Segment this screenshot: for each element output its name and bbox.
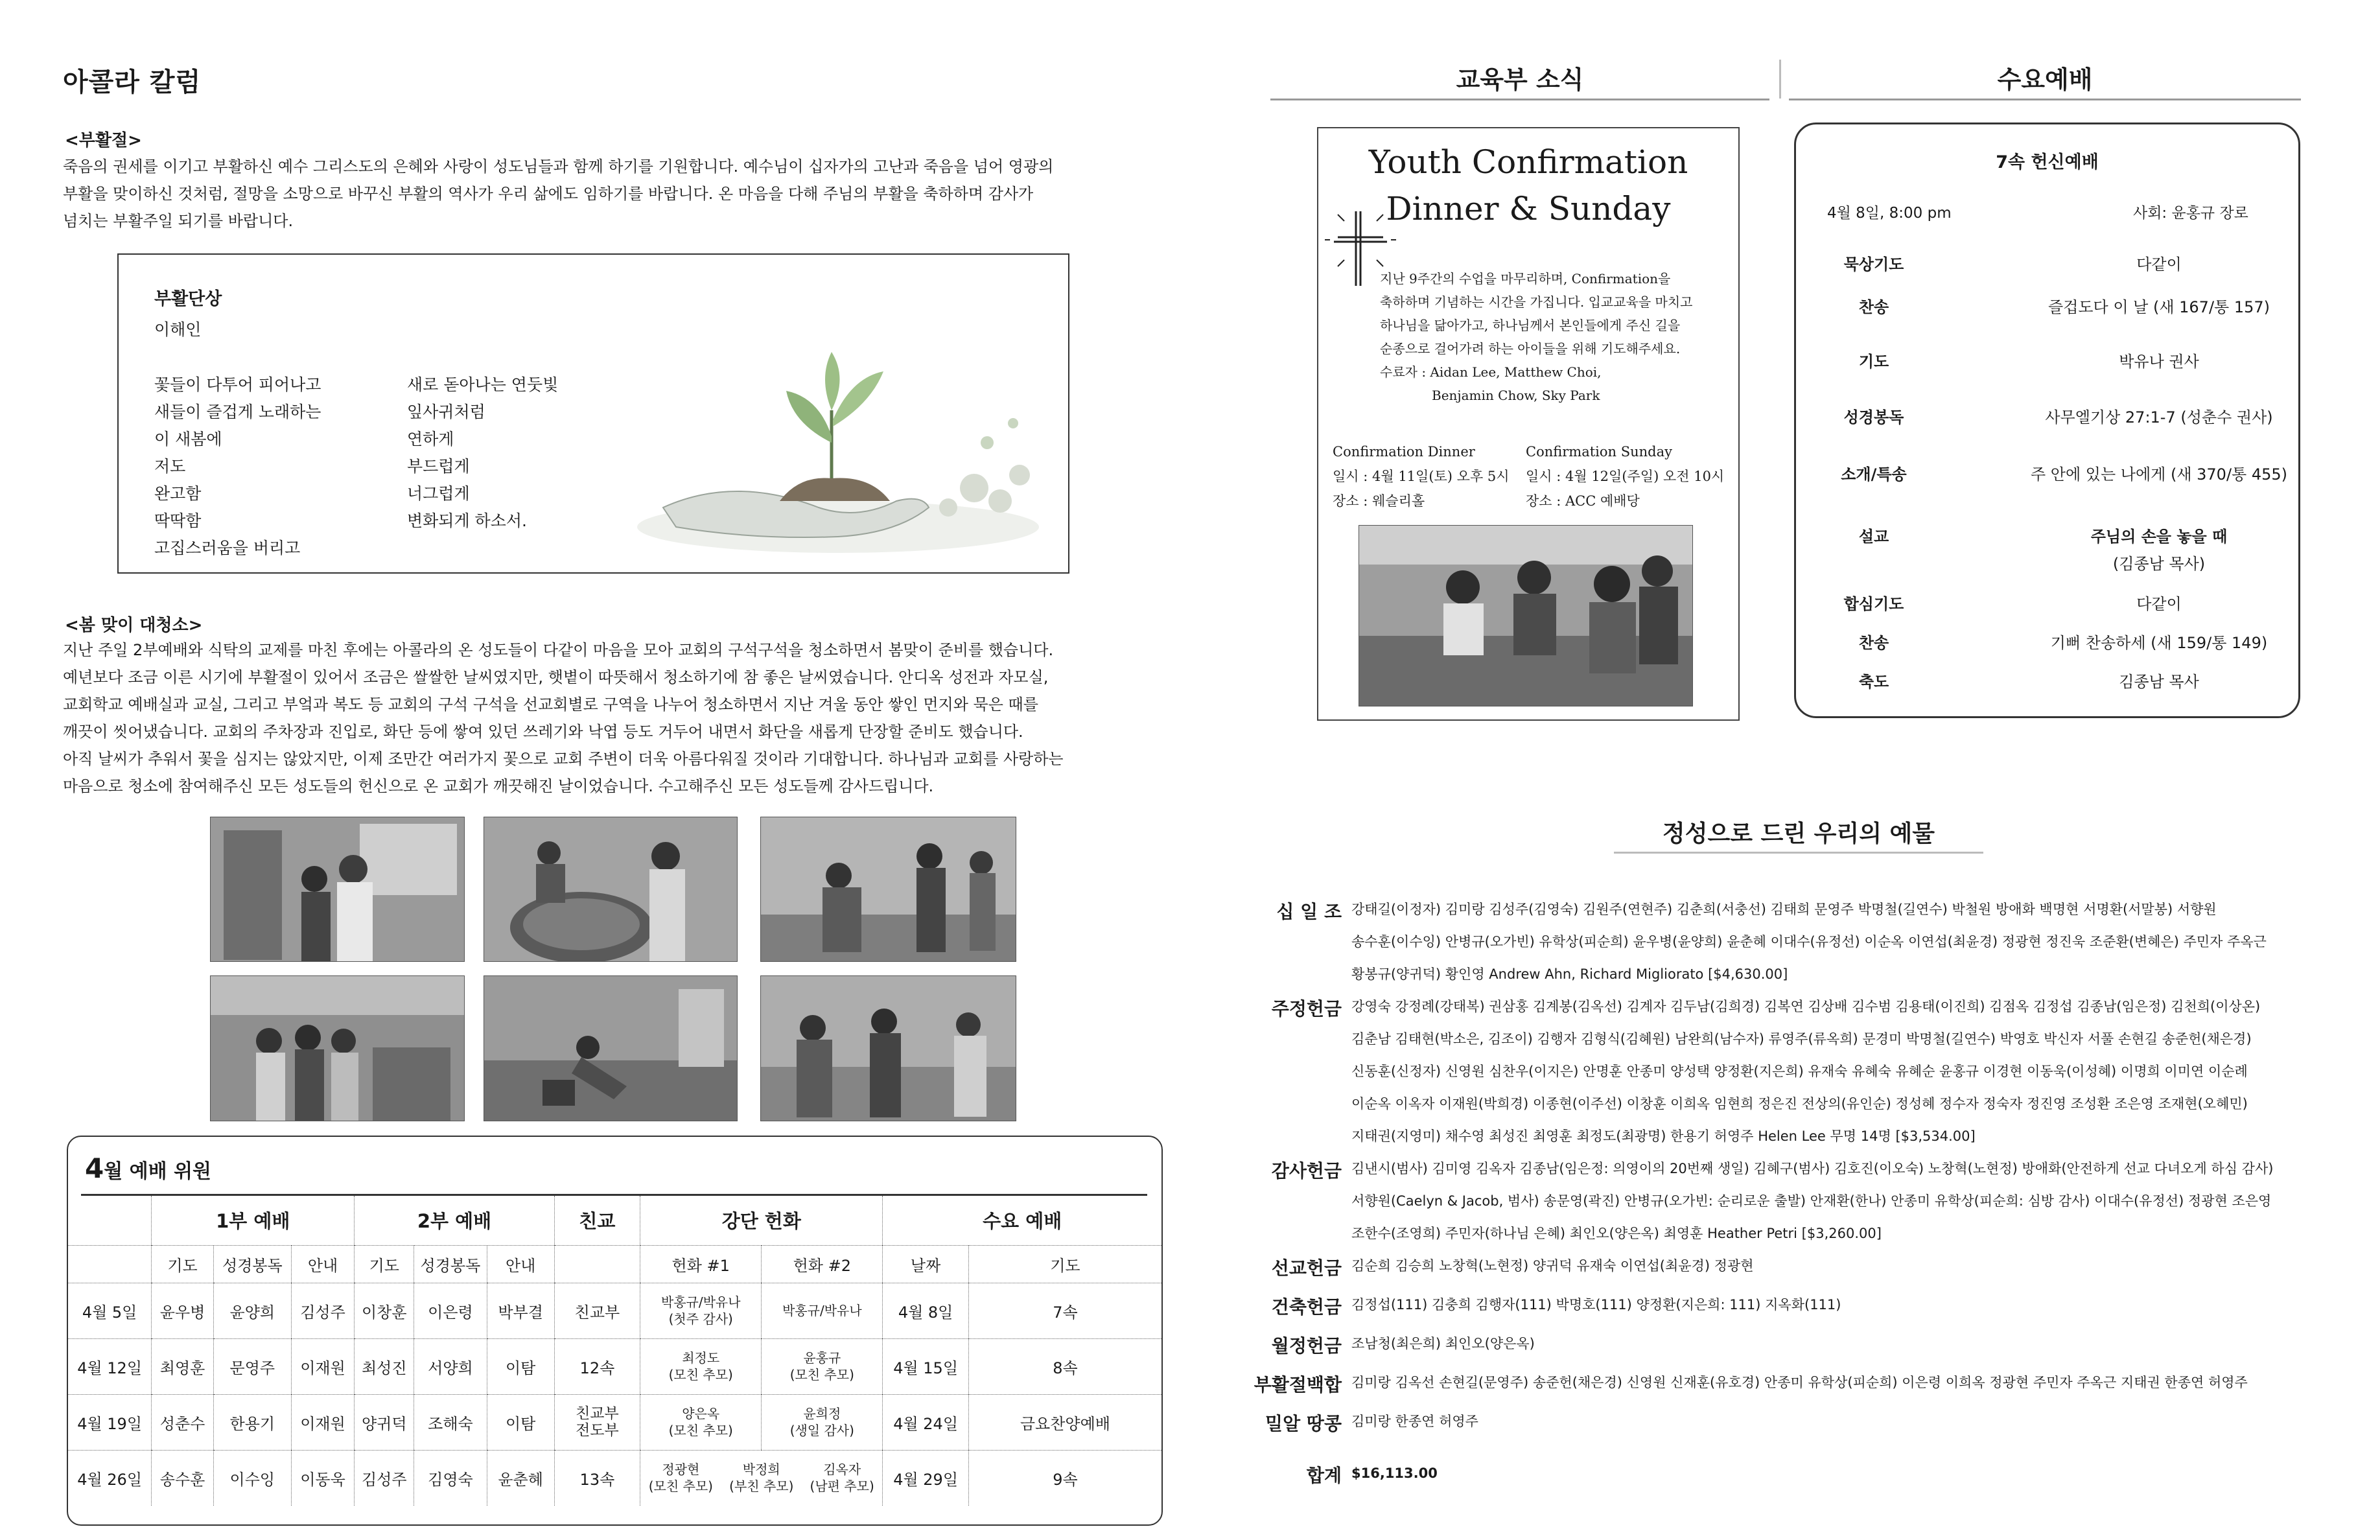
offering-category: 밀알 땅콩 — [1265, 1413, 1342, 1434]
cleaning-heading: <봄 맞이 대청소> — [65, 616, 203, 635]
offering-names: 김미랑 한종연 허영주 — [1351, 1414, 1478, 1429]
edu-title: 교육부 소식 — [1456, 65, 1584, 94]
poem-column-1: 꽃들이 다투어 피어나고 새들이 즐겁게 노래하는 이 새봄에 저도 완고함 딱딱함 고집스러움을 버리고 — [154, 375, 321, 557]
edu-title-rule — [1270, 99, 1769, 100]
offering-category: 건축헌금 — [1271, 1296, 1342, 1318]
wednesday-service-box: 7속 헌신예배 4월 8일, 8:00 pm 사회: 윤홍규 장로 묵상기도 다같이 찬송 즐겁도다 이 날 (새 167/통 157) 기도 박유나 권사 성경봉독 사무엘기상 27:1-7 (성춘수 권사) 소개/특송 주 안에 있는 나에게 (새 370/통 455) 설교 주님의 손을 놓을 때 (김종남 목사) 합심기도 다같이 찬송 기뻐 찬송하세 (새 159/통 149) 축도 김종남 목사 — [1794, 122, 2300, 718]
worship-table-grid: 1부 예배 2부 예배 친교 강단 헌화 수요 예배 기도 성경봉독 안내 기도 성경봉독 안내 헌화 #1 헌화 #2 날짜 기도 4월 5일 윤우병 윤양희 김성주 이창훈 이은령 박부결 친교부 박홍규/박유나 (첫주 감사) 박홍규/박유나 4월 8일 7속 4월 12일 최영훈 문영주 이재원 최성진 서양희 이탐 12속 최정도 (모친 추모) 윤홍규 (모친 추모) 4월 15일 8속 4월 19일 성춘수 한용기 이재원 양귀덕 조해숙 이탐 친교부 전도부 양은옥 (모친 추모) 윤희정 (생일 감사) 4월 24일 금요찬양예배 4월 26일 송수훈 이수잉 이동욱 김성주 김영숙 윤춘혜 13속 정광현 (모친 추모) 박정희 (부친 추모) 김옥자 (남편 추모) 4월 29일 9속 — [68, 1196, 1161, 1506]
offering-names: 강영숙 강정례(강태복) 권삼홍 김계봉(김옥선) 김계자 김두남(김희경) 김복연 김상배 김수범 김용태(이진희) 김점옥 김정섭 김종남(임은정) 김천희(이상온) 김춘남 김태현(박소은, 김조이) 김행자 김형식(김혜원) 남완희(남수자) 류영주(류옥희) 문경미 박명철(길연수) 박영호 박신자 서풀 손현길 송준헌(채은경) 신동훈(신정자) 신영원 심찬우(이지은) 안명훈 안종미 양성택 양정환(지은희) 유재숙 유혜숙 유혜순 윤홍규 이경현 이동욱(이성혜) 이명희 이미연 이순례 이순옥 이옥자 이재원(박희경) 이종현(이주선) 이창훈 이희옥 임현희 정은진 전상의(유인순) 정성혜 정수자 정숙자 정진영 조성환 조은영 조재현(오혜민) 지태권(지영미) 채수영 최성진 최영훈 최정도(최광명) 한용기 허영주 Helen Lee 무명 14명 [$3,534.00] — [1351, 999, 2261, 1144]
confirmation-dinner: Confirmation Dinner 일시 : 4월 11일(토) 오후 5시 장소 : 웨슬리홀 — [1333, 444, 1510, 509]
wed-host: 사회: 윤홍규 장로 — [2133, 205, 2248, 222]
youth-confirmation-box — [1317, 127, 1740, 721]
cleaning-photo-3 — [760, 817, 1016, 962]
table-row: 4월 26일 송수훈 이수잉 이동욱 김성주 김영숙 윤춘혜 13속 정광현 (모친 추모) 박정희 (부친 추모) 김옥자 (남편 추모) 4월 29일 9속 — [68, 1450, 1161, 1506]
offering-title: 정성으로 드린 우리의 예물 — [1662, 821, 1935, 847]
youth-body: 지난 9주간의 수업을 마무리하며, Confirmation을 축하하며 기념하는 시간을 가집니다. 입교교육을 마치고 하나님을 닮아가고, 하나님께서 본인들에게 주신 길을 순종으로 걸어가려 하는 아이들을 위해 기도해주세요. 수료자 : Aidan Lee, Matthew Choi, Benjamin Chow, Sky Park — [1380, 271, 1693, 403]
table-row: 4월 12일 최영훈 문영주 이재원 최성진 서양희 이탐 12속 최정도 (모친 추모) 윤홍규 (모친 추모) 4월 15일 8속 — [68, 1338, 1161, 1394]
offering-category: 주정헌금 — [1271, 998, 1342, 1020]
offering-category: 감사헌금 — [1271, 1160, 1342, 1182]
youth-photo — [1359, 525, 1693, 706]
column-title: 아콜라 칼럼 — [63, 67, 202, 97]
wed-service-title: 7속 헌신예배 — [1996, 152, 2099, 172]
wed-title-rule — [1789, 99, 2301, 100]
poem-column-2: 새로 돋아나는 연둣빛 잎사귀처럼 연하게 부드럽게 너그럽게 변화되게 하소서. — [407, 375, 559, 530]
offering-names: 김미랑 김옥선 손현길(문영주) 송준헌(채은경) 신영원 신재훈(유호경) 안종미 유학상(피순희) 이은령 이희옥 정광현 주민자 주옥근 지태권 한종연 허영주 — [1351, 1375, 2248, 1390]
offering-names: 김정섭(111) 김충희 김행자(111) 박명호(111) 양정환(지은희: 111) 지옥화(111) — [1351, 1297, 1841, 1312]
confirmation-sunday: Confirmation Sunday 일시 : 4월 12일(주일) 오전 10시 장소 : ACC 예배당 — [1526, 444, 1725, 509]
offering-total-label: 합계 — [1306, 1465, 1342, 1486]
poem-title: 부활단상 — [154, 289, 222, 309]
wed-title: 수요예배 — [1997, 65, 2093, 94]
table-row: 4월 5일 윤우병 윤양희 김성주 이창훈 이은령 박부결 친교부 박홍규/박유나 (첫주 감사) 박홍규/박유나 4월 8일 7속 — [68, 1283, 1161, 1338]
poem-box — [117, 253, 1069, 574]
offering-category: 월정헌금 — [1271, 1335, 1342, 1357]
offering-category: 선교헌금 — [1271, 1257, 1342, 1279]
title-divider — [1779, 60, 1781, 99]
table-row: 4월 19일 성춘수 한용기 이재원 양귀덕 조해숙 이탐 친교부 전도부 양은옥 (모친 추모) 윤희정 (생일 감사) 4월 24일 금요찬양예배 — [68, 1394, 1161, 1450]
offering-names: 강태길(이정자) 김미랑 김성주(김영숙) 김원주(연현주) 김춘희(서충선) 김태희 문영주 박명철(길연수) 박철원 방애화 백명현 서명환(서말봉) 서향원 송수훈(이수잉) 안병규(오가빈) 유학상(피순희) 윤우병(윤양희) 윤춘혜 이대수(유정선) 이순옥 이연섭(최윤경) 정광현 정진욱 조준환(변혜은) 주민자 주옥근 황봉규(양귀덕) 황인영 Andrew Ahn, Richard Migliorato [$4,630.00] — [1351, 902, 2267, 982]
easter-text: 죽음의 권세를 이기고 부활하신 예수 그리스도의 은혜와 사랑이 성도님들과 함께 하기를 기원합니다. 예수님이 십자가의 고난과 죽음을 넘어 영광의 부활을 맞이하신 것처럼, 절망을 소망으로 바꾸신 부활의 역사가 우리 삶에도 임하기를 바랍니다. 온 마음을 다해 주님의 부활을 축하하며 감사가 넘치는 부활주일 되기를 바랍니다. — [63, 158, 1054, 230]
poem-author: 이해인 — [154, 320, 202, 339]
worship-table-title: 4월 예배 위원 — [85, 1152, 212, 1184]
offering-names: 김낸시(범사) 김미영 김옥자 김종남(임은정: 의영이의 20번째 생일) 김혜구(범사) 김호진(이오숙) 노창혁(노현정) 방애화(안전하게 선교 다녀오게 하심 감사) 서향원(Caelyn & Jacob, 범사) 송문영(곽진) 안병규(오가빈: 순리로운 출발) 안재환(한나) 안종미 유학상(피순희: 심방 감사) 이대수(유정선) 정광현 조은영 조한수(조영희) 주민자(하나님 은혜) 최인오(양은옥) 최영훈 Heather Petri [$3,260.00] — [1351, 1161, 2274, 1241]
offering-total-value: $16,113.00 — [1351, 1465, 1438, 1481]
sprout-hand-illustration — [624, 313, 1052, 559]
cleaning-photo-4 — [210, 975, 465, 1121]
worship-committee-table — [67, 1136, 1163, 1526]
offering-names: 김순희 김승희 노창혁(노현정) 양귀덕 유재숙 이연섭(최윤경) 정광현 — [1351, 1258, 1754, 1274]
cleaning-photo-2 — [484, 817, 738, 962]
cleaning-text: 지난 주일 2부예배와 식탁의 교제를 마친 후에는 아콜라의 온 성도들이 다같이 마음을 모아 교회의 구석구석을 청소하면서 봄맞이 준비를 했습니다. 예년보다 조금 이른 시기에 부활절이 있어서 조금은 쌀쌀한 날씨였지만, 햇볕이 따뜻해서 청소하기에 참 좋은 날씨였습니다. 안디옥 성전과 자모실, 교회학교 예배실과 교실, 그리고 부엌과 복도 등 교회의 구석 구석을 선교회별로 구역을 나누어 청소하면서 지난 겨울 동안 쌓인 먼지와 묵은 때를 깨끗이 씻어냈습니다. 교회의 주차장과 진입로, 화단 등에 쌓여 있던 쓰레기와 낙엽 등도 거두어 내면서 화단을 새롭게 단장할 준비도 했습니다. 아직 날씨가 추워서 꽃을 심지는 않았지만, 이제 조만간 여러가지 꽃으로 교회 주변이 더욱 아름다워질 것이라 기대합니다. 하나님과 교회를 사랑하는 마음으로 청소에 참여해주신 모든 성도들의 헌신으로 온 교회가 깨끗해진 날이었습니다. 수고해주신 모든 성도들께 감사드립니다. — [63, 641, 1064, 795]
offering-title-rule — [1614, 852, 1983, 854]
cleaning-photo-1 — [210, 817, 465, 962]
offering-category: 십 일 조 — [1276, 901, 1342, 922]
cleaning-photo-6 — [760, 975, 1016, 1121]
easter-heading: <부활절> — [65, 131, 142, 150]
youth-title: Youth Confirmation Dinner & Sunday — [1368, 143, 1688, 228]
cleaning-photo-5 — [484, 975, 738, 1121]
offering-category: 부활절백합 — [1254, 1374, 1342, 1395]
wed-date: 4월 8일, 8:00 pm — [1827, 205, 1952, 222]
offering-names: 조남청(최은희) 최인오(양은옥) — [1351, 1336, 1535, 1351]
